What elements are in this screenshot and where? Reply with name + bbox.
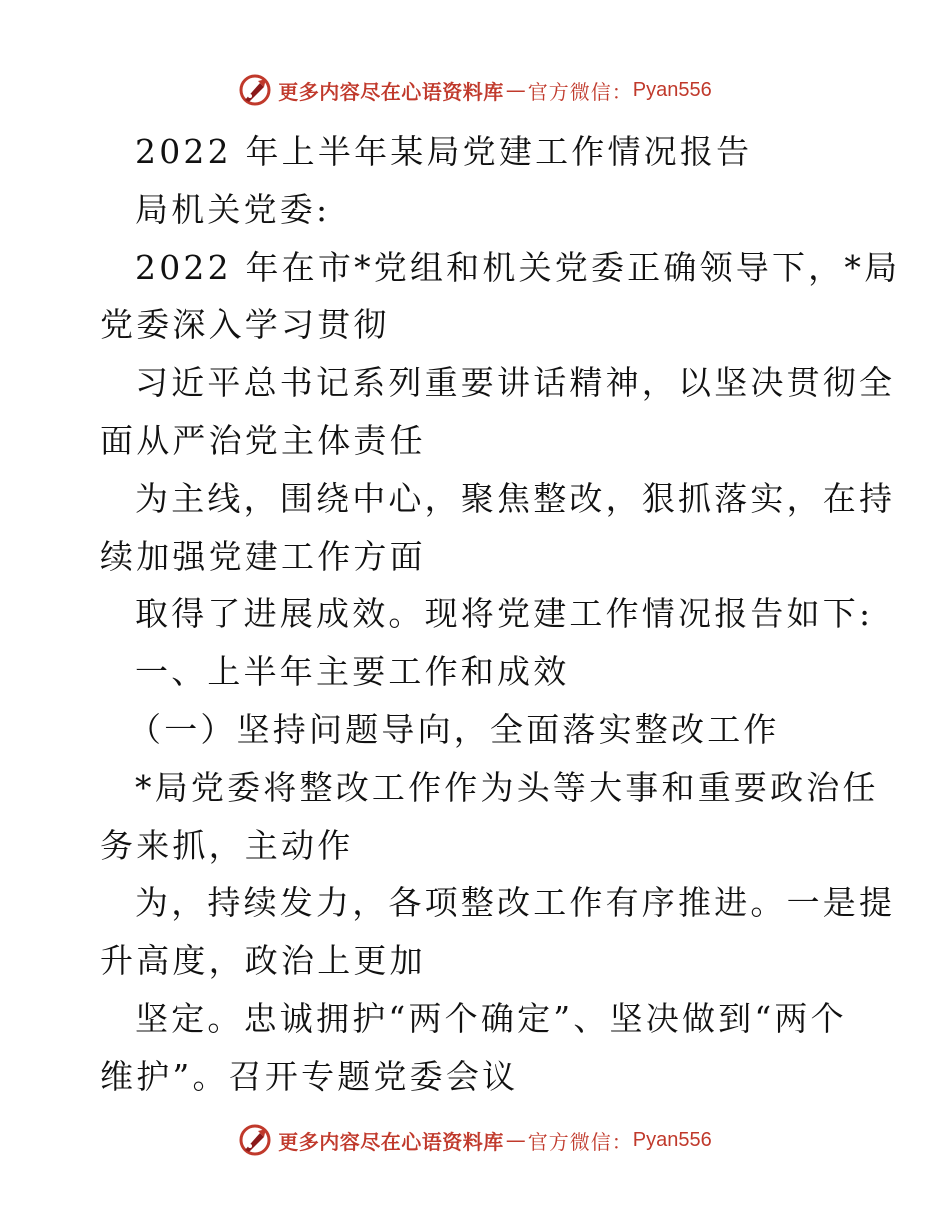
watermark-main-text: 更多内容尽在心语资料库	[278, 79, 504, 104]
paragraph-line: *局党委将整改工作作为头等大事和重要政治任	[135, 767, 879, 807]
watermark-dash: —	[505, 78, 526, 102]
paragraph-line: 坚定。忠诚拥护“两个确定”、坚决做到“两个	[135, 998, 847, 1038]
paragraph-line: 升高度，政治上更加	[100, 941, 426, 981]
section-heading: 一、上半年主要工作和成效	[135, 652, 570, 692]
document-title: 2022 年上半年某局党建工作情况报告	[135, 132, 753, 171]
paragraph-line: 习近平总书记系列重要讲话精神，以坚决贯彻全	[135, 363, 896, 403]
paragraph-line: 党委深入学习贯彻	[100, 305, 390, 345]
watermark-sub-text: 官方微信：	[527, 79, 633, 104]
paragraph-line: 续加强党建工作方面	[100, 536, 426, 576]
watermark-wechat-id: Pyan556	[632, 78, 712, 101]
document-body	[0, 123, 950, 1106]
pen-nib-logo-icon	[238, 1123, 272, 1157]
paragraph-line: 为主线，围绕中心，聚焦整改，狠抓落实，在持	[135, 478, 896, 518]
watermark-banner-bottom	[0, 1120, 950, 1160]
watermark-sub-text: 官方微信：	[527, 1129, 633, 1154]
subsection-heading: （一）坚持问题导向，全面落实整改工作	[128, 709, 780, 749]
paragraph-line: 维护”。召开专题党委会议	[100, 1056, 519, 1096]
watermark-main-text: 更多内容尽在心语资料库	[278, 1129, 504, 1154]
pen-nib-logo-icon	[238, 73, 272, 107]
paragraph-line: 2022 年在市*党组和机关党委正确领导下，*局	[135, 247, 901, 287]
watermark-banner-top	[0, 70, 950, 110]
paragraph-line: 为，持续发力，各项整改工作有序推进。一是提	[135, 883, 896, 923]
paragraph-line: 面从严治党主体责任	[100, 420, 426, 460]
watermark-wechat-id: Pyan556	[632, 1128, 712, 1151]
paragraph-line: 务来抓，主动作	[100, 825, 354, 865]
paragraph-line: 取得了进展成效。现将党建工作情况报告如下:	[135, 594, 874, 634]
salutation: 局机关党委:	[135, 189, 331, 229]
watermark-dash: —	[505, 1128, 526, 1152]
